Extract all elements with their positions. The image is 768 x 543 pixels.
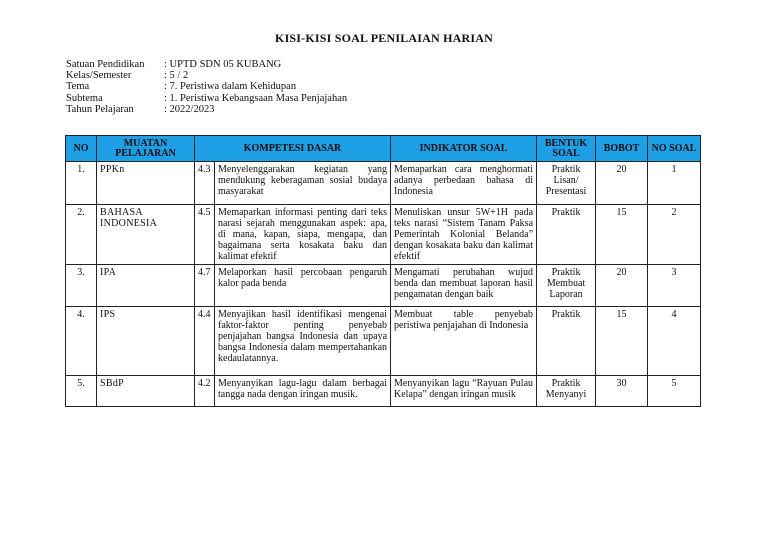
cell-muatan: IPS [97, 307, 195, 376]
cell-kd-number: 4.5 [195, 205, 215, 265]
meta-label: Subtema [66, 92, 103, 104]
meta-label: Tema [66, 81, 90, 93]
table-row [66, 376, 701, 407]
cell-bentuk: Praktik Menyanyi [537, 376, 596, 407]
cell-no-soal: 4 [648, 307, 701, 376]
cell-muatan: SBdP [97, 376, 195, 407]
header-no-soal: NO SOAL [648, 136, 701, 162]
cell-bobot: 20 [596, 265, 648, 307]
cell-indikator: Menuliskan unsur 5W+1H pada teks narasi “Sistem Tanam Paksa Pemerintah Kolonial Belanda” dengan kosakata baku dan kalimat efektif [391, 205, 537, 265]
meta-label: Kelas/Semester [66, 70, 132, 82]
cell-no: 2. [66, 205, 97, 265]
table-row [66, 205, 701, 265]
kisi-kisi-table [65, 135, 701, 407]
cell-muatan: BAHASA INDONESIA [97, 205, 195, 265]
cell-kd-number: 4.4 [195, 307, 215, 376]
header-indikator-soal: INDIKATOR SOAL [391, 136, 537, 162]
cell-bentuk: Praktik [537, 307, 596, 376]
meta-value: : UPTD SDN 05 KUBANG [164, 59, 282, 70]
table-row [66, 307, 701, 376]
cell-no-soal: 5 [648, 376, 701, 407]
table-row [66, 265, 701, 307]
meta-value: : 2022/2023 [164, 103, 215, 115]
meta-value: : 1. Peristiwa Kebangsaan Masa Penjajahan [164, 92, 348, 104]
meta-value: : 7. Peristiwa dalam Kehidupan [164, 81, 297, 93]
cell-kd-number: 4.2 [195, 376, 215, 407]
meta-value: : 5 / 2 [164, 70, 189, 82]
cell-bobot: 20 [596, 162, 648, 205]
cell-kd: Memaparkan informasi penting dari teks narasi sejarah menggunakan aspek: apa, di mana, kapan, siapa, mengapa, dan bagaimana serta kosakata baku dan kalimat efektif [215, 205, 391, 265]
cell-bobot: 15 [596, 205, 648, 265]
cell-no-soal: 1 [648, 162, 701, 205]
cell-muatan: IPA [97, 265, 195, 307]
meta-row-tahun [66, 104, 347, 115]
cell-no: 1. [66, 162, 97, 205]
meta-row-tema [66, 81, 347, 92]
header-bobot: BOBOT [596, 136, 648, 162]
meta-row-satuan [66, 59, 347, 70]
cell-indikator: Membuat table penyebab peristiwa penjajahan di Indonesia [391, 307, 537, 376]
meta-row-kelas [66, 70, 347, 81]
cell-kd: Menyanyikan lagu-lagu dalam berbagai tangga nada dengan iringan musik. [215, 376, 391, 407]
meta-label: Satuan Pendidikan [66, 59, 145, 70]
cell-bentuk: Praktik [537, 205, 596, 265]
document-title: KISI-KISI SOAL PENILAIAN HARIAN [275, 31, 493, 45]
header-muatan-pelajaran: MUATAN PELAJARAN [97, 136, 195, 162]
cell-kd: Menyajikan hasil identifikasi mengenai faktor-faktor penting penyebab penjajahan bangsa Indonesia dan upaya bangsa Indonesia dalam mempertahankan kedaulatannya. [215, 307, 391, 376]
cell-bobot: 15 [596, 307, 648, 376]
cell-no: 3. [66, 265, 97, 307]
header-no: NO [66, 136, 97, 162]
cell-kd: Menyelenggarakan kegiatan yang mendukung keberagaman sosial budaya masyarakat [215, 162, 391, 205]
header-kompetensi-dasar: KOMPETESI DASAR [195, 136, 391, 162]
cell-indikator: Menyanyikan lagu “Rayuan Pulau Kelapa” dengan iringan musik [391, 376, 537, 407]
cell-kd-number: 4.7 [195, 265, 215, 307]
document-meta [66, 59, 347, 115]
cell-no: 5. [66, 376, 97, 407]
cell-indikator: Memaparkan cara menghormati adanya perbedaan bahasa di Indonesia [391, 162, 537, 205]
meta-row-subtema [66, 93, 347, 104]
cell-no-soal: 2 [648, 205, 701, 265]
cell-muatan: PPKn [97, 162, 195, 205]
cell-kd-number: 4.3 [195, 162, 215, 205]
table-row [66, 162, 701, 205]
cell-bentuk: Praktik Membuat Laporan [537, 265, 596, 307]
cell-kd: Melaporkan hasil percobaan pengaruh kalor pada benda [215, 265, 391, 307]
header-bentuk-soal: BENTUK SOAL [537, 136, 596, 162]
cell-indikator: Mengamati perubahan wujud benda dan membuat laporan hasil pengamatan dengan baik [391, 265, 537, 307]
cell-no-soal: 3 [648, 265, 701, 307]
meta-label: Tahun Pelajaran [66, 103, 134, 115]
cell-bobot: 30 [596, 376, 648, 407]
table-header-row [66, 136, 701, 162]
cell-bentuk: Praktik Lisan/ Presentasi [537, 162, 596, 205]
cell-no: 4. [66, 307, 97, 376]
